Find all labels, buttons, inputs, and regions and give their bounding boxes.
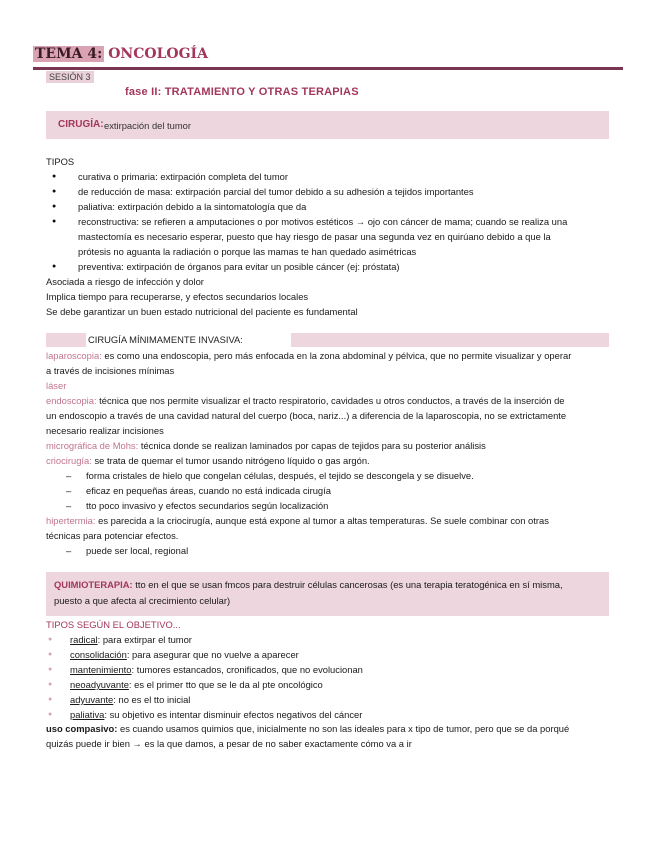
term: paliativa (70, 709, 105, 720)
list-item (70, 662, 363, 677)
definition: se trata de quemar el tumor usando nitrógeno líquido o gas argón. (91, 455, 370, 466)
session-label: SESIÓN 3 (46, 71, 94, 83)
cirugia-note: Se debe garantizar un buen estado nutricional del paciente es fundamental (46, 306, 358, 317)
quimio-types-heading: TIPOS SEGÚN EL OBJETIVO... (46, 619, 181, 630)
term: radical (70, 634, 98, 645)
quimio-types-list (70, 632, 363, 722)
crio-line (46, 453, 370, 468)
definition: es parecida a la criocirugía, aunque está expone al tumor a altas temperaturas. Se suele combinar con otras (95, 515, 549, 526)
term: mantenimiento (70, 664, 132, 675)
cirugia-section-header (46, 111, 609, 139)
list-item: ● paliativa: extirpación debido a la sintomatología que da (78, 199, 567, 214)
list-item (70, 677, 363, 692)
list-item (70, 647, 363, 662)
definition: técnica que nos permite visualizar el tracto respiratorio, cavidades u otros conductos, a través de la inserción de (96, 395, 565, 406)
crio-list (86, 468, 474, 513)
list-item: ● preventiva: extirpación de órganos para evitar un posible cáncer (ej: próstata) (78, 259, 567, 274)
uso-compasivo-line (46, 721, 569, 736)
types-heading: TIPOS (46, 156, 75, 167)
endoscopia-cont: necesario realizar incisiones (46, 425, 164, 436)
term: micrográfica de Mohs: (46, 440, 139, 451)
cirugia-label: CIRUGÍA: (58, 119, 104, 130)
minimal-heading-text: CIRUGÍA MÍNIMAMENTE INVASIVA: (88, 334, 243, 345)
quimio-cont: puesto a que afecta al crecimiento celular) (54, 595, 231, 606)
quimio-line (54, 579, 563, 590)
tema-label: TEMA 4: (35, 46, 103, 62)
list-item: ● de reducción de masa: extirpación parcial del tumor debido a su adhesión a tejidos importantes (78, 184, 567, 199)
list-item: – forma cristales de hielo que congelan células, después, el tejido se descongela y se disuelve. (86, 468, 474, 483)
hipertermia-list (86, 543, 188, 558)
minimal-invasive-heading (46, 333, 609, 347)
list-item: ● curativa o primaria: extirpación completa del tumor (78, 169, 567, 184)
definition: es cuando usamos quimios que, inicialmente no son las ideales para x tipo de tumor, pero que se da porqué (117, 723, 570, 734)
endoscopia-cont: un endoscopio a través de una cavidad natural del cuerpo (boca, nariz...) a diferencia de la laparoscopia, no se extrictamente (46, 410, 567, 421)
hipertermia-line (46, 513, 549, 528)
cirugia-note: Asociada a riesgo de infección y dolor (46, 276, 204, 287)
list-item-continuation (78, 244, 567, 259)
term: hipertermia: (46, 515, 96, 526)
list-item: – eficaz en pequeñas áreas, cuando no está indicada cirugía (86, 483, 474, 498)
definition: : para asegurar que no vuelve a aparecer (126, 649, 299, 660)
quimio-section-header (46, 572, 609, 616)
continuation-line: prótesis no aguanta la radiación o porque las mamas te han quedado asimétricas (78, 246, 417, 257)
list-item (70, 707, 363, 722)
uso-compasivo-cont: quizás puede ir bien → es la que damos, a pesar de no saber exactamente cómo va a ir (46, 738, 412, 749)
definition: técnica donde se realizan laminados por capas de tejidos para su posterior análisis (138, 440, 486, 451)
term: laparoscopia: (46, 350, 102, 361)
cirugia-description: extirpación del tumor (104, 120, 192, 131)
laparoscopia-line (46, 348, 571, 363)
quimio-label: QUIMIOTERAPIA: (54, 579, 133, 590)
quimio-definition: tto en el que se usan fmcos para destruir células cancerosas (es una terapia teratogénica en sí misma, (132, 579, 563, 590)
mohs-line (46, 438, 486, 453)
definition: es como una endoscopia, pero más enfocada en la zona abdominal y pélvica, que no permite visualizar y operar (101, 350, 572, 361)
definition: : no es el tto inicial (113, 694, 191, 705)
list-item (70, 692, 363, 707)
definition: : tumores estancados, cronificados, que no evolucionan (131, 664, 363, 675)
cirugia-types-list (78, 169, 567, 274)
cirugia-note: Implica tiempo para recuperarse, y efectos secundarios locales (46, 291, 309, 302)
endoscopia-line (46, 393, 565, 408)
term: uso compasivo: (46, 723, 118, 734)
term: neoadyuvante (70, 679, 129, 690)
laser-term: láser (46, 380, 67, 391)
definition: : para extirpar el tumor (97, 634, 192, 645)
definition: : su objetivo es intentar disminuir efectos negativos del cáncer (104, 709, 363, 720)
list-item: – tto poco invasivo y efectos secundarios según localización (86, 498, 474, 513)
term: consolidación (70, 649, 127, 660)
phase-heading: fase II: TRATAMIENTO Y OTRAS TERAPIAS (125, 86, 359, 98)
page-title (33, 45, 208, 65)
list-item-continuation (78, 229, 567, 244)
tema-name: ONCOLOGÍA (108, 46, 208, 62)
list-item: – puede ser local, regional (86, 543, 188, 558)
list-item: ● reconstructiva: se refieren a amputaciones o por motivos estéticos → ojo con cáncer de mama; cuando se realiza una (78, 214, 567, 229)
term: adyuvante (70, 694, 114, 705)
laparoscopia-cont: a través de incisiones mínimas (46, 365, 175, 376)
definition: : es el primer tto que se le da al pte oncológico (128, 679, 323, 690)
term: endoscopia: (46, 395, 97, 406)
title-divider (33, 67, 623, 70)
hipertermia-cont: técnicas para potenciar efectos. (46, 530, 179, 541)
list-item (70, 632, 363, 647)
continuation-line: mastectomía es necesario esperar, puesto que hay riesgo de pasar una segunda vez en quirúano debido a que la (78, 231, 551, 242)
term: criocirugía: (46, 455, 92, 466)
